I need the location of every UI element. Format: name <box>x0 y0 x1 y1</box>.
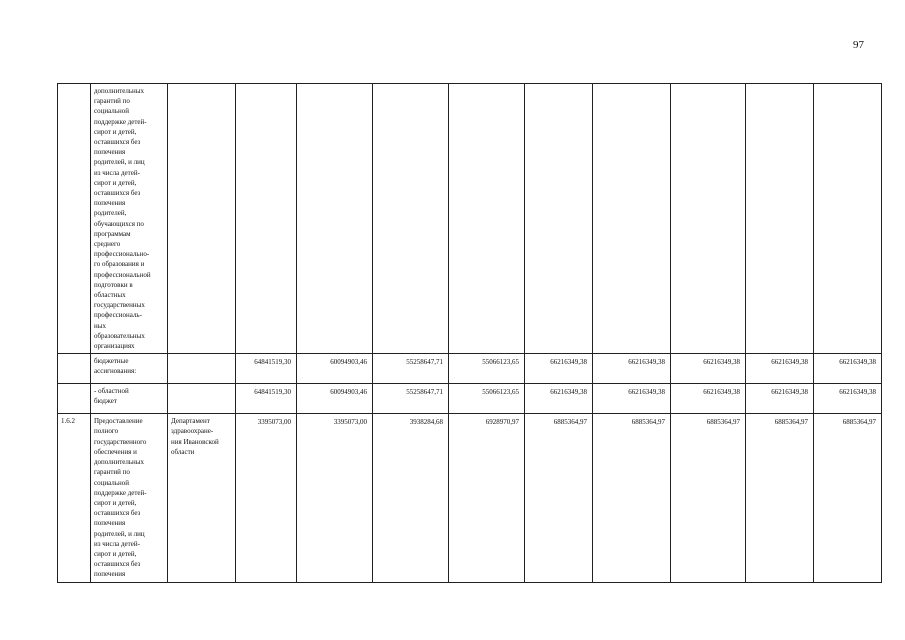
value-cell: 3395073,00 <box>236 414 297 582</box>
value-cell: 55066123,65 <box>449 354 525 384</box>
value-cell: 6885364,97 <box>746 414 814 582</box>
value-cell: 66216349,38 <box>746 354 814 384</box>
executor-cell <box>168 384 236 414</box>
row-name-cell: дополнительных гарантий по социальной поддержке детей- сирот и детей, оставшихся без попечения родителей, и лиц из числа детей- сирот и детей, оставшихся без попечения родителей, обучающихся по программам среднего профессионально- го образования и профессиональной подготовки в областных государственных профессиональ- ных образовательных организациях <box>91 84 168 354</box>
row-name-cell: - областной бюджет <box>91 384 168 414</box>
program-budget-table <box>57 83 882 583</box>
table-row <box>58 354 882 384</box>
table-row <box>58 384 882 414</box>
row-number-cell: 1.6.2 <box>58 414 91 582</box>
table-row <box>58 84 882 354</box>
value-cell: 64841519,30 <box>236 384 297 414</box>
executor-cell <box>168 354 236 384</box>
row-number-cell <box>58 84 91 354</box>
value-cell <box>525 84 593 354</box>
page-number: 97 <box>853 39 864 51</box>
executor-cell <box>168 84 236 354</box>
executor-cell: Департамент здравоохране- ния Ивановской области <box>168 414 236 582</box>
table-row <box>58 414 882 582</box>
value-cell: 64841519,30 <box>236 354 297 384</box>
row-number-cell <box>58 384 91 414</box>
value-cell: 66216349,38 <box>525 384 593 414</box>
value-cell <box>373 84 449 354</box>
value-cell: 60094903,46 <box>297 384 373 414</box>
value-cell: 3938284,68 <box>373 414 449 582</box>
value-cell: 66216349,38 <box>814 354 882 384</box>
value-cell: 55066123,65 <box>449 384 525 414</box>
value-cell: 66216349,38 <box>814 384 882 414</box>
value-cell: 6885364,97 <box>593 414 671 582</box>
row-number-cell <box>58 354 91 384</box>
value-cell: 6928970,97 <box>449 414 525 582</box>
value-cell <box>297 84 373 354</box>
value-cell: 60094903,46 <box>297 354 373 384</box>
value-cell: 6885364,97 <box>525 414 593 582</box>
value-cell: 66216349,38 <box>593 354 671 384</box>
value-cell: 6885364,97 <box>671 414 746 582</box>
value-cell <box>671 84 746 354</box>
value-cell: 66216349,38 <box>525 354 593 384</box>
value-cell: 6885364,97 <box>814 414 882 582</box>
value-cell <box>746 84 814 354</box>
value-cell: 66216349,38 <box>746 384 814 414</box>
value-cell: 66216349,38 <box>671 354 746 384</box>
value-cell: 66216349,38 <box>593 384 671 414</box>
value-cell <box>593 84 671 354</box>
value-cell <box>814 84 882 354</box>
value-cell: 55258647,71 <box>373 354 449 384</box>
value-cell: 3395073,00 <box>297 414 373 582</box>
value-cell <box>449 84 525 354</box>
value-cell <box>236 84 297 354</box>
value-cell: 55258647,71 <box>373 384 449 414</box>
value-cell: 66216349,38 <box>671 384 746 414</box>
row-name-cell: Предоставление полного государственного обеспечения и дополнительных гарантий по социальной поддержке детей- сирот и детей, оставшихся без попечения родителей, и лиц из числа детей- сирот и детей, оставшихся без попечения <box>91 414 168 582</box>
row-name-cell: бюджетные ассигнования: <box>91 354 168 384</box>
